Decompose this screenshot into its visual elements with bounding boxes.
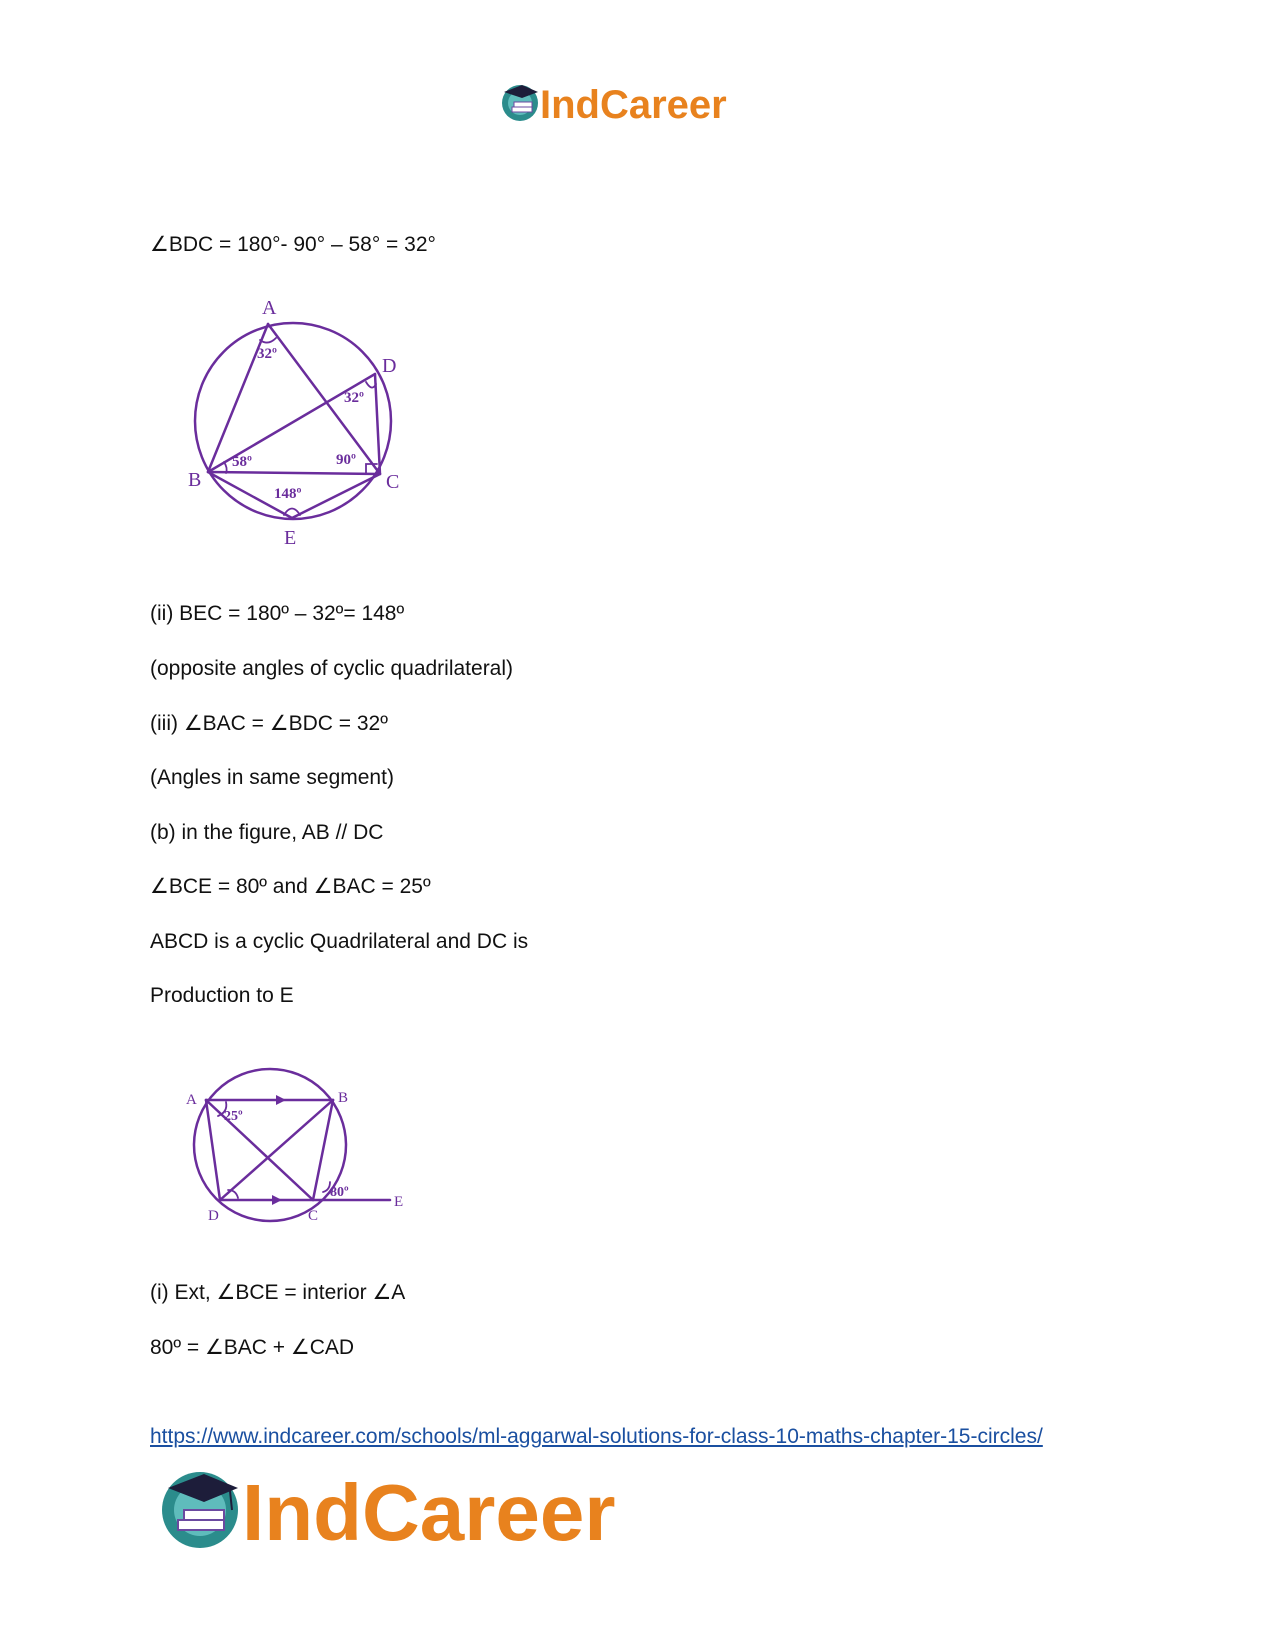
- text-line-9: Production to E: [150, 984, 294, 1007]
- text-line-3: (opposite angles of cyclic quadrilateral): [150, 657, 514, 680]
- text-line-10: (i) Ext, ∠BCE = interior ∠A: [150, 1281, 406, 1304]
- point-label-c: C: [386, 471, 400, 493]
- angle-label-a: 32º: [257, 346, 277, 362]
- footer-logo: [160, 1460, 700, 1560]
- text-line-8: ABCD is a cyclic Quadrilateral and DC is: [150, 930, 529, 953]
- point-label-e: E: [284, 527, 297, 549]
- point-label-a: A: [262, 297, 277, 319]
- figure-cyclic-quadrilateral-abcd: [180, 290, 420, 550]
- angle-label-b: 58º: [232, 454, 252, 470]
- point-label-d: D: [382, 355, 397, 377]
- point-label-c: C: [308, 1208, 319, 1224]
- header-brand-text: IndCareer: [540, 83, 727, 127]
- figure-cyclic-quadrilateral-abcd-extended: [180, 1050, 430, 1230]
- angle-label-e: 148º: [274, 486, 302, 502]
- text-line-2: (ii) BEC = 180º – 32º= 148º: [150, 602, 405, 625]
- angle-label-a: 25º: [224, 1109, 243, 1124]
- point-label-b: B: [338, 1090, 349, 1106]
- angle-label-d: 32º: [344, 390, 364, 406]
- angle-label-c: 80º: [330, 1185, 349, 1200]
- text-line-1: ∠BDC = 180°- 90° – 58° = 32°: [150, 233, 436, 256]
- graduation-globe-icon: [162, 1472, 238, 1548]
- graduation-globe-icon: [502, 85, 538, 121]
- text-line-6: (b) in the figure, AB // DC: [150, 821, 384, 844]
- footer-brand-text: IndCareer: [242, 1468, 616, 1557]
- text-line-11: 80º = ∠BAC + ∠CAD: [150, 1336, 355, 1359]
- point-label-a: A: [186, 1092, 197, 1108]
- source-link[interactable]: https://www.indcareer.com/schools/ml-aggarwal-solutions-for-class-10-maths-chapter-15-circles/: [150, 1425, 1043, 1448]
- angle-label-c: 90º: [336, 452, 356, 468]
- point-label-d: D: [208, 1208, 219, 1224]
- text-line-4: (iii) ∠BAC = ∠BDC = 32º: [150, 712, 388, 735]
- text-line-7: ∠BCE = 80º and ∠BAC = 25º: [150, 875, 431, 898]
- point-label-b: B: [188, 469, 202, 491]
- header-logo: [500, 78, 780, 128]
- point-label-e: E: [394, 1194, 404, 1210]
- text-line-5: (Angles in same segment): [150, 766, 394, 789]
